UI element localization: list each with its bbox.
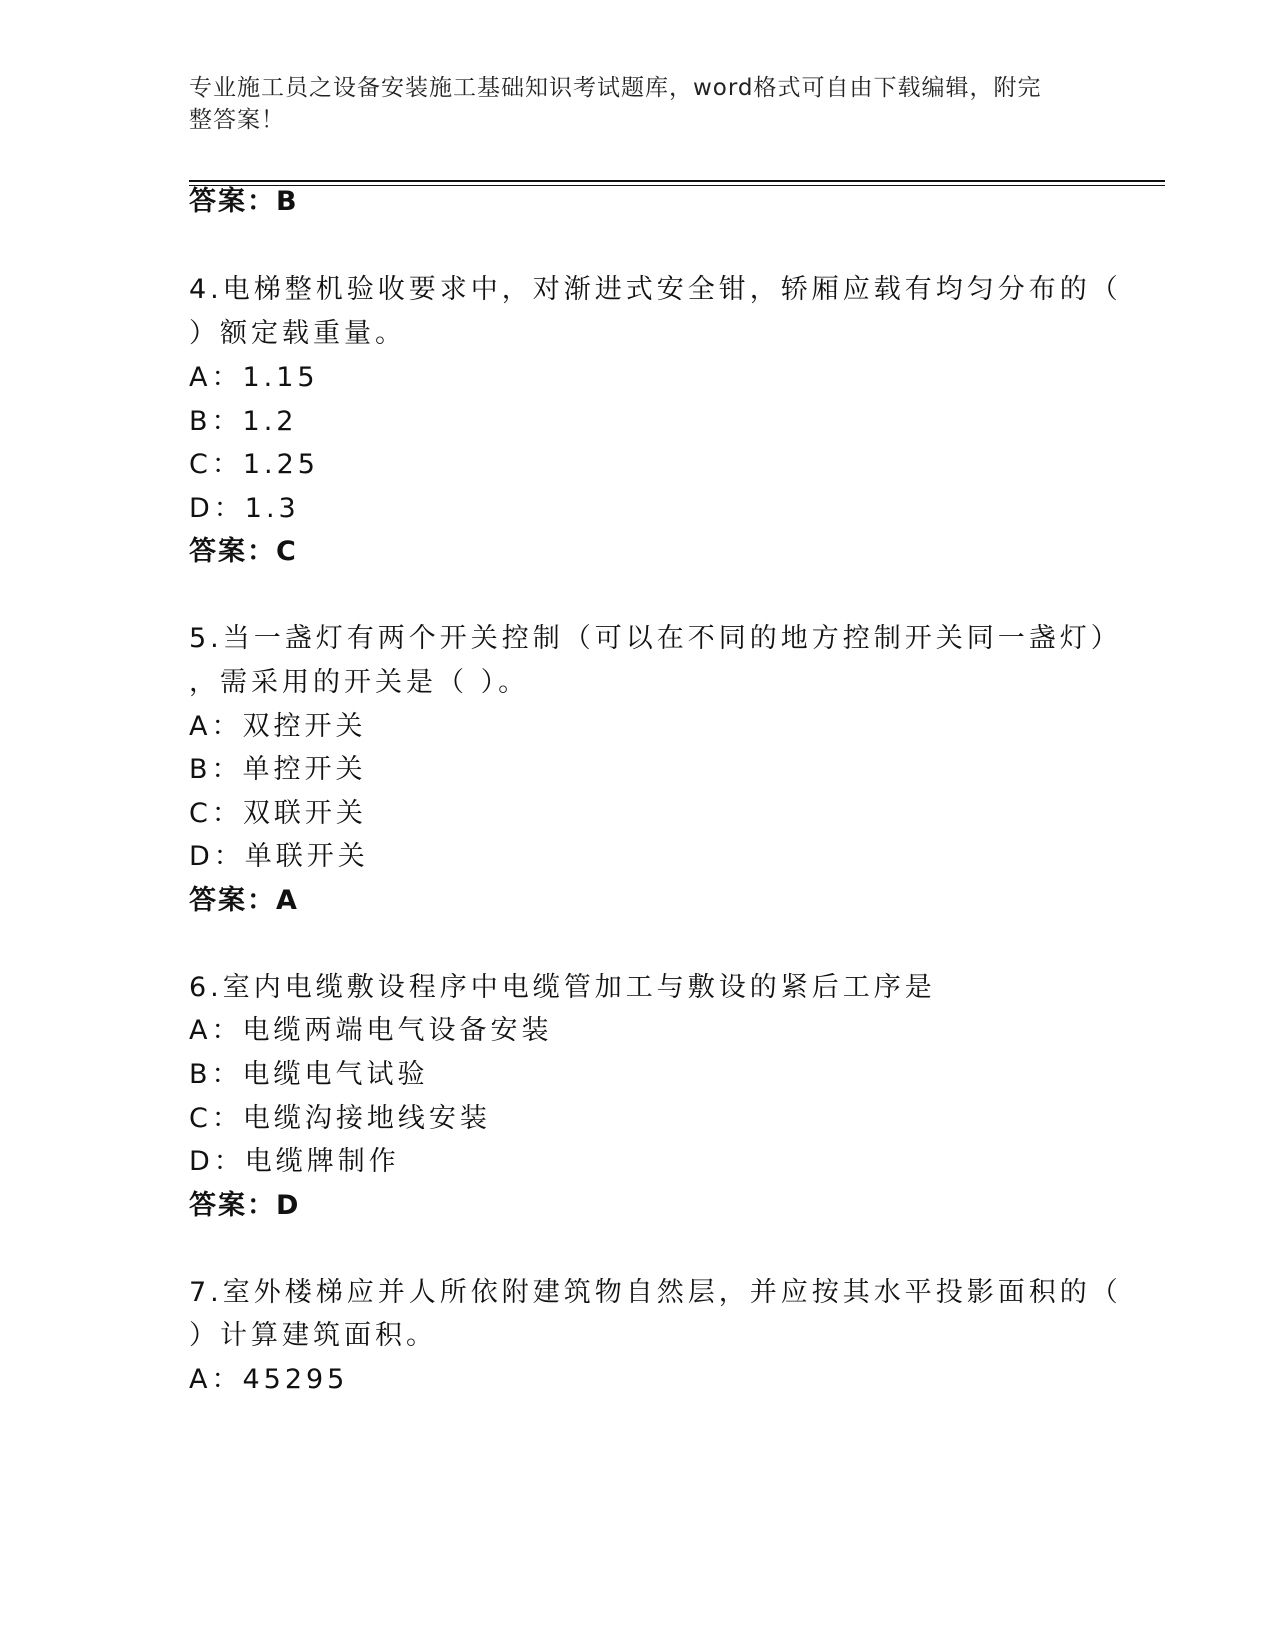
- header-line-1: 专业施工员之设备安装施工基础知识考试题库，word格式可自由下载编辑，附完: [189, 75, 1042, 101]
- header-divider-thin: [189, 185, 1165, 186]
- question-4-option-d: D：1.3: [189, 493, 300, 524]
- header-divider-thick: [189, 180, 1165, 182]
- document-header: [189, 72, 1079, 136]
- header-line-2: 整答案！: [189, 107, 285, 133]
- question-5-option-a: A：双控开关: [189, 711, 367, 742]
- question-7-stem-line-1: 7.室外楼梯应并人所依附建筑物自然层，并应按其水平投影面积的（: [189, 1277, 1122, 1308]
- question-4-option-c: C：1.25: [189, 449, 319, 480]
- question-5-stem-line-1: 5.当一盏灯有两个开关控制（可以在不同的地方控制开关同一盏灯）: [189, 623, 1122, 654]
- question-6-stem-line-1: 6.室内电缆敷设程序中电缆管加工与敷设的紧后工序是: [189, 972, 936, 1003]
- question-4-stem-line-2: ）额定载重量。: [189, 318, 406, 349]
- answer-q5: 答案：A: [189, 885, 299, 916]
- question-5-option-d: D：单联开关: [189, 841, 369, 872]
- answer-q6: 答案：D: [189, 1190, 301, 1221]
- question-6-option-c: C：电缆沟接地线安装: [189, 1103, 491, 1134]
- question-4-option-a: A：1.15: [189, 362, 319, 393]
- question-7-option-a: A：45295: [189, 1364, 349, 1395]
- question-5-option-c: C：双联开关: [189, 798, 367, 829]
- question-5-stem-line-2: ，需采用的开关是（ ）。: [189, 667, 530, 698]
- question-6-option-d: D：电缆牌制作: [189, 1146, 400, 1177]
- question-5-option-b: B：单控开关: [189, 754, 367, 785]
- question-7-stem-line-2: ）计算建筑面积。: [189, 1320, 437, 1351]
- question-4-stem-line-1: 4.电梯整机验收要求中，对渐进式安全钳，轿厢应载有均匀分布的（: [189, 274, 1122, 305]
- answer-q4: 答案：C: [189, 536, 298, 567]
- question-6-option-a: A：电缆两端电气设备安装: [189, 1015, 553, 1046]
- question-4-option-b: B：1.2: [189, 406, 298, 437]
- answer-q3: 答案：B: [189, 186, 299, 217]
- question-6-option-b: B：电缆电气试验: [189, 1059, 429, 1090]
